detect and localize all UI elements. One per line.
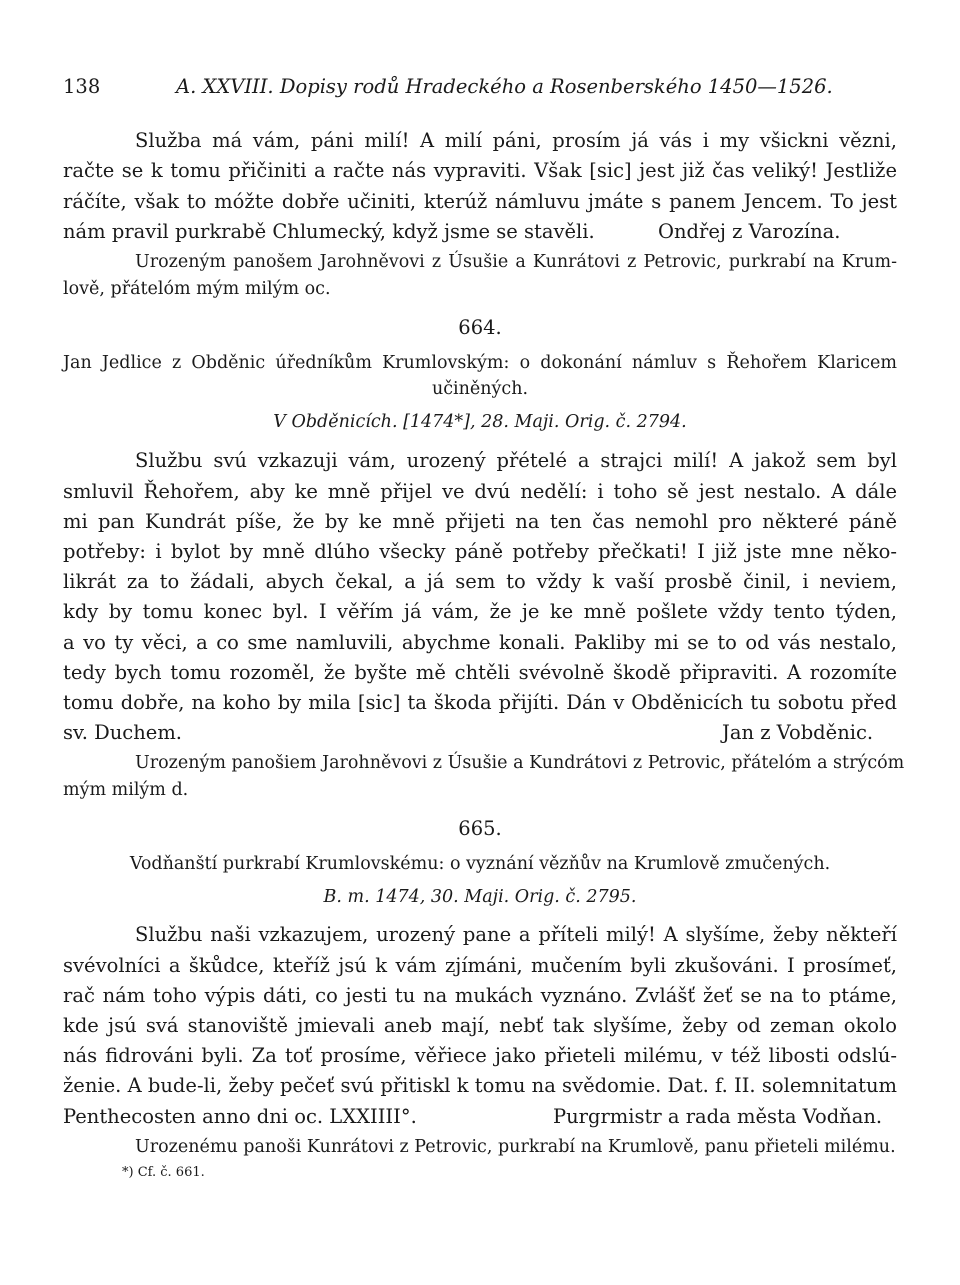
text-line: nám pravil purkrabě Chlumecký, když jsme se stavěli. bbox=[63, 220, 595, 243]
text-line: tedy bych tomu rozoměl, že byšte mě chtěli svévolně škodě připraviti. A rozomíte bbox=[63, 661, 897, 684]
signature: Jan z Vobděnic. bbox=[722, 721, 874, 744]
address-line: mým milým d. bbox=[63, 780, 189, 800]
address-line: lově, přátelóm mým milým oc. bbox=[63, 279, 331, 299]
text-line: kdy by tomu konec byl. I věřím já vám, že je ke mně pošlete vždy tento týden, bbox=[63, 600, 897, 623]
text-line: rač nám toho výpis dáti, co jesti tu na mukách vyznáno. Zvlášť žeť se na to ptáme, bbox=[63, 984, 897, 1007]
text-line: Služba má vám, páni milí! A milí páni, prosím já vás i my všickni vězni, bbox=[135, 129, 897, 152]
text-line: a vo ty věci, a co sme namluvili, abychme konali. Pakliby mi se to od vás nestalo, bbox=[63, 631, 897, 654]
summary-line: Jan Jedlice z Obděnic úředníkům Krumlovským: o dokonání námluv s Řehořem Klaricem bbox=[63, 353, 897, 373]
text-line: likrát za to žádali, abych čekal, a já sem to vždy k vaší prosbě činil, i neviem, bbox=[63, 570, 897, 593]
address-line: Urozeným panošiem Jarohněvovi z Úsušie a Kundrátovi z Petrovic, přátelóm a strýcóm bbox=[135, 753, 905, 773]
text-line: ráčíte, však to móžte dobře učiniti, kterúž námluvu jmáte s panem Jencem. To jest bbox=[63, 190, 897, 213]
text-line: Službu naši vzkazujem, urozený pane a příteli milý! A slyšíme, žeby někteří bbox=[135, 923, 897, 946]
text-line: račte se k tomu přičiniti a račte nás vypraviti. Však [sic] jest již čas veliký! Jestliže bbox=[63, 159, 897, 182]
text-line: ženie. A bude-li, žeby pečeť svú přitiskl k tomu na svědomie. Dat. f. II. solemnitatum bbox=[63, 1074, 897, 1097]
text-line: potřeby: i bylot by mně dlúho všecky páně potřeby přečkati! I již jste mne něko- bbox=[63, 540, 897, 563]
signature: Ondřej z Varozína. bbox=[658, 220, 841, 243]
running-title: A. XXVIII. Dopisy rodů Hradeckého a Rosenberského 1450—1526. bbox=[176, 75, 833, 98]
text-line: mi pan Kundrát píše, že by ke mně přijeti na ten čas nemohl pro některé páně bbox=[63, 510, 897, 533]
text-line: sv. Duchem. bbox=[63, 721, 183, 744]
letter-number: 665. bbox=[458, 817, 502, 840]
text-line: Službu svú vzkazuji vám, urozený přételé a strajci milí! A jakož sem byl bbox=[135, 449, 897, 472]
address-line: Urozenému panoši Kunrátovi z Petrovic, purkrabí na Krumlově, panu přieteli milému. bbox=[135, 1137, 896, 1157]
text-line: tomu dobře, na koho by mila [sic] ta škoda přijíti. Dán v Obděnicích tu sobotu před bbox=[63, 691, 897, 714]
page-number: 138 bbox=[63, 75, 101, 98]
summary-line: učiněných. bbox=[431, 379, 529, 399]
signature: Purgrmistr a rada města Vodňan. bbox=[553, 1105, 883, 1128]
footnote: *) Cf. č. 661. bbox=[122, 1165, 205, 1180]
address-line: Urozeným panošem Jarohněvovi z Úsušie a Kunrátovi z Petrovic, purkrabí na Krum- bbox=[135, 252, 897, 272]
summary-line: Vodňanští purkrabí Krumlovskému: o vyznání vězňův na Krumlově zmučených. bbox=[129, 854, 831, 874]
dateline: B. m. 1474, 30. Maji. Orig. č. 2795. bbox=[323, 887, 637, 907]
text-line: nás fidrováni byli. Za toť prosíme, věřiece jako přieteli milému, v též libosti odslú- bbox=[63, 1044, 897, 1067]
dateline: V Obděnicích. [1474*], 28. Maji. Orig. č. 2794. bbox=[273, 412, 687, 432]
letter-number: 664. bbox=[458, 316, 502, 339]
text-line: Penthecosten anno dni oc. LXXIIII°. bbox=[63, 1105, 417, 1128]
text-line: smluvil Řehořem, aby ke mně přijel ve dvú nedělí: i toho sě jest nestalo. A dále bbox=[63, 480, 897, 503]
text-line: kde jsú svá stanoviště jmievali aneb mají, nebť tak slyšíme, žeby od zeman okolo bbox=[63, 1014, 897, 1037]
text-line: svévolníci a škůdce, kteříž jsú k vám zjímáni, mučením byli zkušováni. I prosímeť, bbox=[63, 954, 897, 977]
